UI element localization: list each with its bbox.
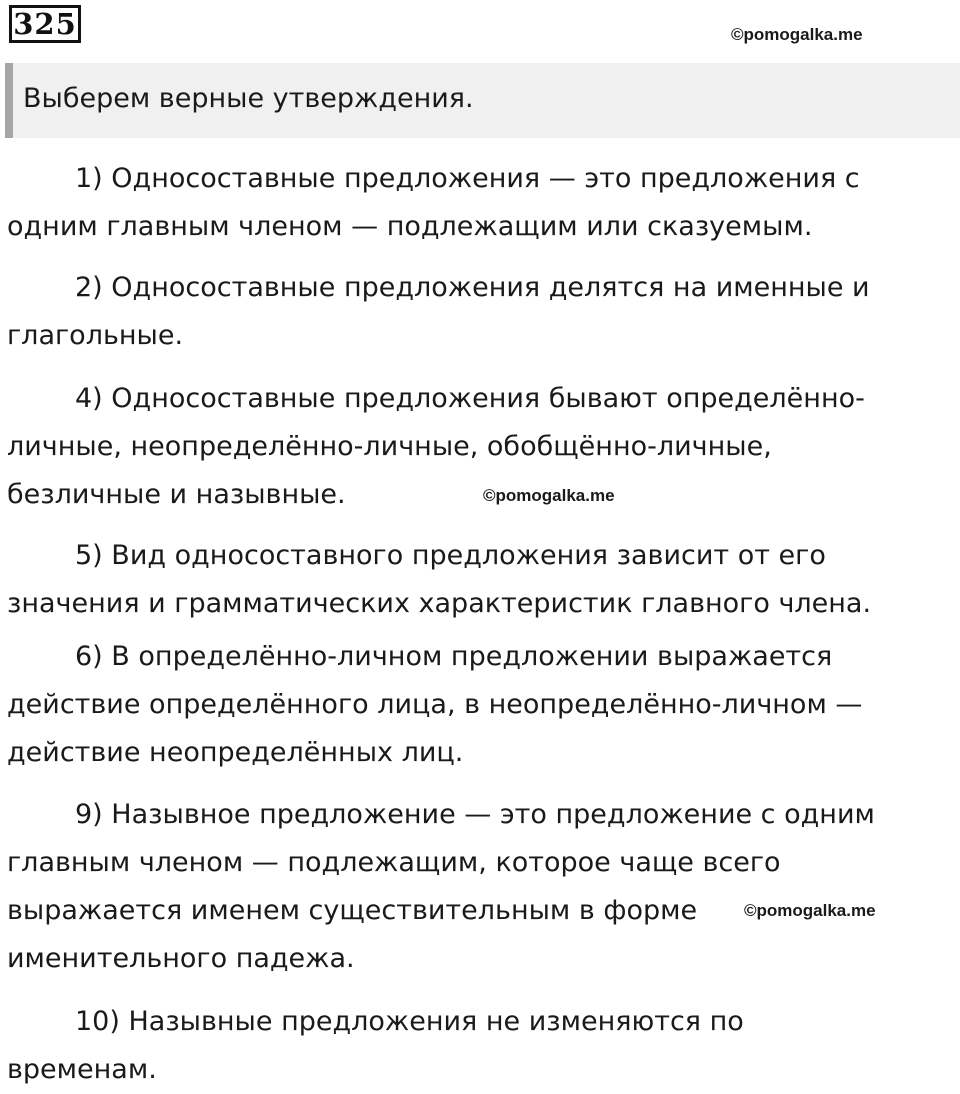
statement-9 (7, 791, 947, 983)
statement-line: личные, неопределённо-личные, обобщённо-личные, (7, 431, 772, 462)
statement-4 (7, 375, 947, 519)
statement-line: действие неопределённых лиц. (7, 737, 464, 768)
watermark-middle: ©pomogalka.me (483, 486, 615, 505)
statement-line: безличные и назывные. (7, 479, 346, 510)
statement-line: 4) Односоставные предложения бывают определённо- (75, 383, 865, 414)
watermark-bottom: ©pomogalka.me (744, 901, 876, 920)
task-number-box: 325 (9, 5, 81, 43)
watermark-top: ©pomogalka.me (731, 25, 863, 44)
statement-line: 5) Вид односоставного предложения зависит от его (75, 540, 826, 571)
statement-1 (7, 155, 947, 251)
statement-line: главным членом — подлежащим, которое чаще всего (7, 847, 781, 878)
statement-6 (7, 633, 947, 777)
statement-line: выражается именем существительным в форме (7, 895, 698, 926)
statement-10 (7, 998, 947, 1094)
statement-line: именительного падежа. (7, 943, 355, 974)
statement-line: 9) Назывное предложение — это предложение с одним (75, 799, 875, 830)
statement-2 (7, 264, 947, 360)
statement-line: 2) Односоставные предложения делятся на именные и (75, 272, 870, 303)
statement-5 (7, 532, 947, 628)
heading-text: Выберем верные утверждения. (23, 83, 474, 114)
statement-line: значения и грамматических характеристик главного члена. (7, 588, 872, 619)
statement-line: одним главным членом — подлежащим или сказуемым. (7, 211, 813, 242)
statement-line: 6) В определённо-личном предложении выражается (75, 641, 833, 672)
statement-line: действие определённого лица, в неопределённо-личном — (7, 689, 863, 720)
heading-banner (5, 63, 960, 138)
statement-line: временам. (7, 1054, 157, 1085)
statement-line: 1) Односоставные предложения — это предложения с (75, 163, 860, 194)
statement-line: 10) Назывные предложения не изменяются по (75, 1006, 744, 1037)
statement-line: глагольные. (7, 320, 184, 351)
